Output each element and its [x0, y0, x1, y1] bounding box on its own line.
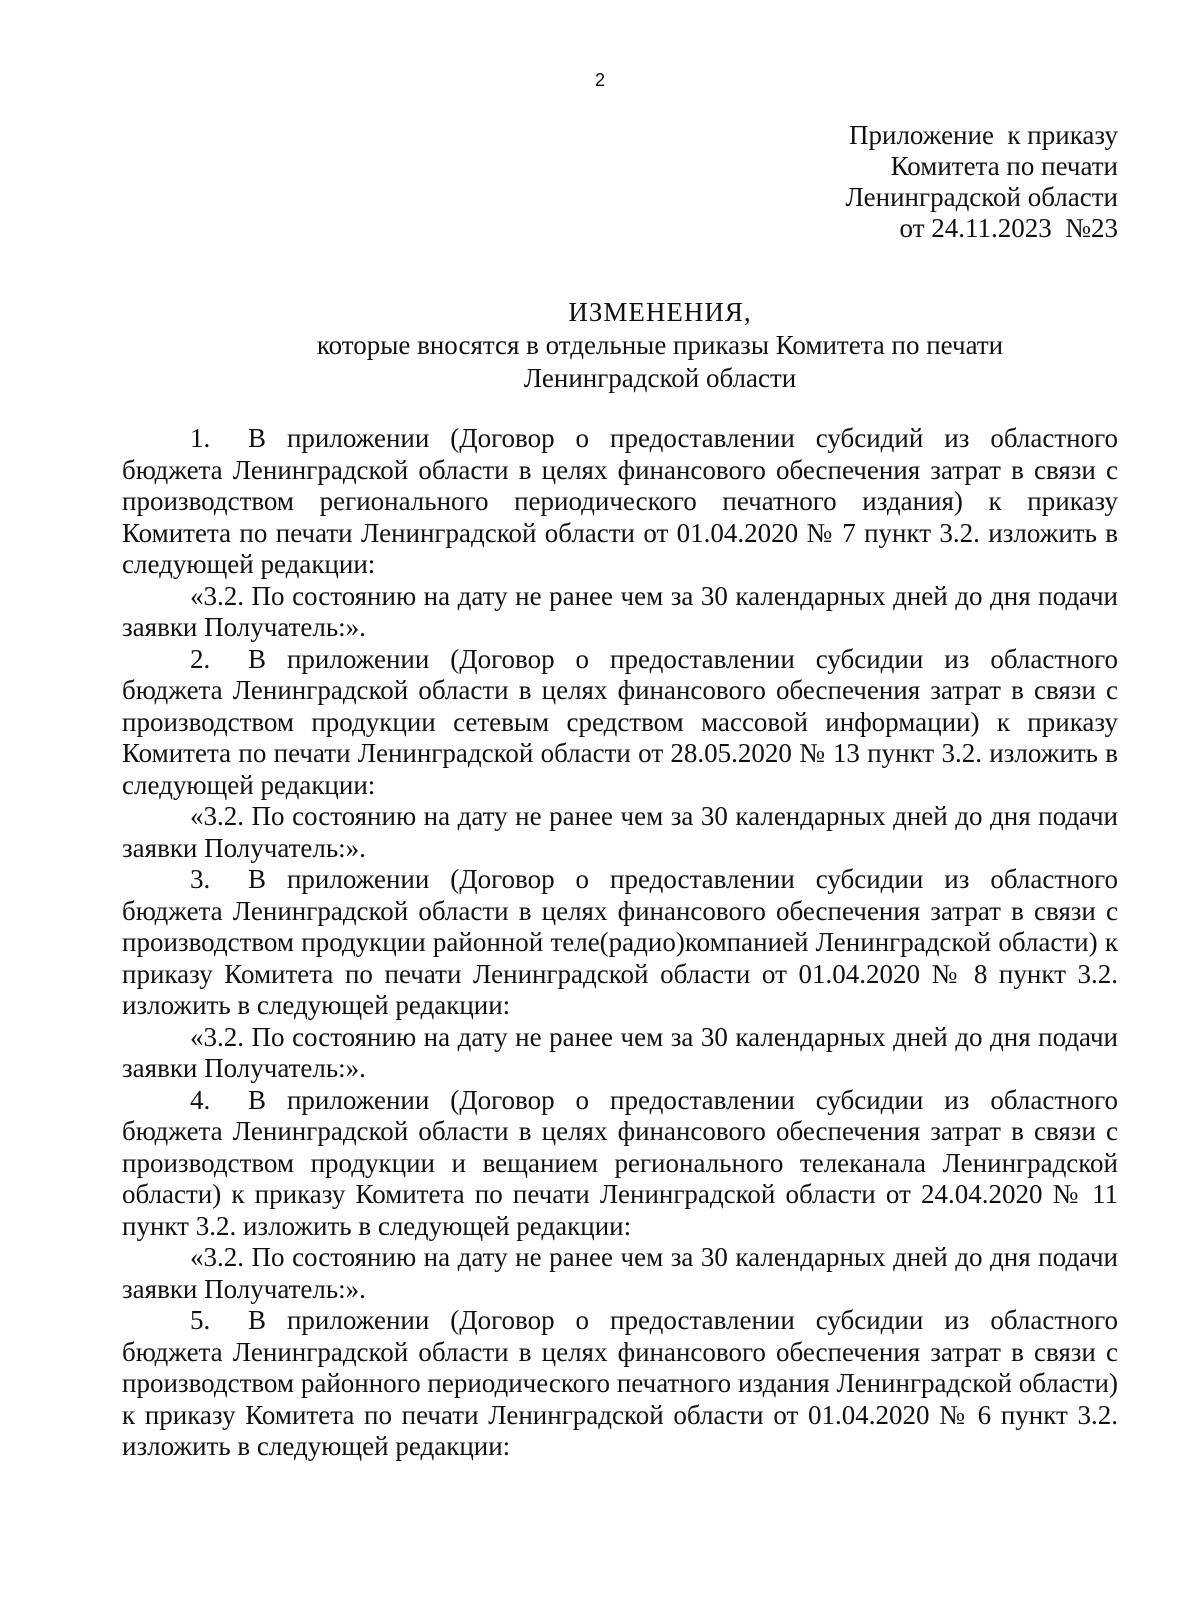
item-text: В приложении (Договор о предоставлении субсидии из областного бюджета Ленинградской области в целях финансового обеспечения затрат в связи с производством продукции районной теле(радио)компанией Ленинградской области) к приказу Комитета по печати Ленинградской области от 01.04.2020 № 8 пункт 3.2. изложить в следующей редакции: [122, 864, 1118, 1020]
item-number: 4. [190, 1084, 211, 1115]
item-text: В приложении (Договор о предоставлении субсидии из областного бюджета Ленинградской области в целях финансового обеспечения затрат в связи с производством районного периодического печатного издания Ленинградской области) к приказу Комитета по печати Ленинградской области от 01.04.2020 № 6 пункт 3.2. изложить в следующей редакции: [122, 1305, 1118, 1461]
list-item [122, 1305, 1118, 1463]
annex-line: Приложение к приказу [849, 120, 1118, 150]
item-number: 2. [190, 643, 211, 674]
quote-paragraph: «3.2. По состоянию на дату не ранее чем за 30 календарных дней до дня подачи заявки Получатель:». [122, 580, 1118, 642]
document-subtitle-line: Ленинградской области [523, 363, 797, 393]
quote-paragraph: «3.2. По состоянию на дату не ранее чем за 30 календарных дней до дня подачи заявки Получатель:». [122, 1242, 1118, 1304]
item-text: В приложении (Договор о предоставлении субсидии из областного бюджета Ленинградской области в целях финансового обеспечения затрат в связи с производством продукции и вещанием регионального телеканала Ленинградской области) к приказу Комитета по печати Ленинградской области от 24.04.2020 № 11 пункт 3.2. изложить в следующей редакции: [122, 1084, 1118, 1241]
annex-line: Ленинградской области [845, 182, 1118, 212]
page-number: 2 [594, 70, 605, 90]
list-item [122, 644, 1118, 802]
quote-paragraph: «3.2. По состоянию на дату не ранее чем за 30 календарных дней до дня подачи заявки Получатель:». [122, 801, 1118, 863]
list-item [122, 423, 1118, 581]
quote-paragraph: «3.2. По состоянию на дату не ранее чем за 30 календарных дней до дня подачи заявки Получатель:». [122, 1021, 1118, 1083]
document-title: ИЗМЕНЕНИЯ, [568, 297, 752, 327]
item-text: В приложении (Договор о предоставлении субсидий из областного бюджета Ленинградской области в целях финансового обеспечения затрат в связи с производством регионального периодического печатного издания) к приказу Комитета по печати Ленинградской области от 01.04.2020 № 7 пункт 3.2. изложить в следующей редакции: [122, 423, 1118, 579]
list-item [122, 864, 1118, 1022]
annex-line: от 24.11.2023 №23 [899, 213, 1118, 243]
item-number: 3. [190, 864, 211, 894]
annex-block [846, 120, 1118, 244]
item-number: 5. [190, 1305, 211, 1335]
document-heading [300, 296, 1020, 395]
annex-line: Комитета по печати [890, 151, 1118, 181]
item-text: В приложении (Договор о предоставлении субсидии из областного бюджета Ленинградской области в целях финансового обеспечения затрат в связи с производством продукции сетевым средством массовой информации) к приказу Комитета по печати Ленинградской области от 28.05.2020 № 13 пункт 3.2. изложить в следующей редакции: [122, 643, 1118, 800]
document-body [122, 423, 1118, 1463]
list-item [122, 1085, 1118, 1243]
item-number: 1. [190, 423, 211, 453]
document-subtitle-line: которые вносятся в отдельные приказы Комитета по печати [316, 330, 1004, 360]
